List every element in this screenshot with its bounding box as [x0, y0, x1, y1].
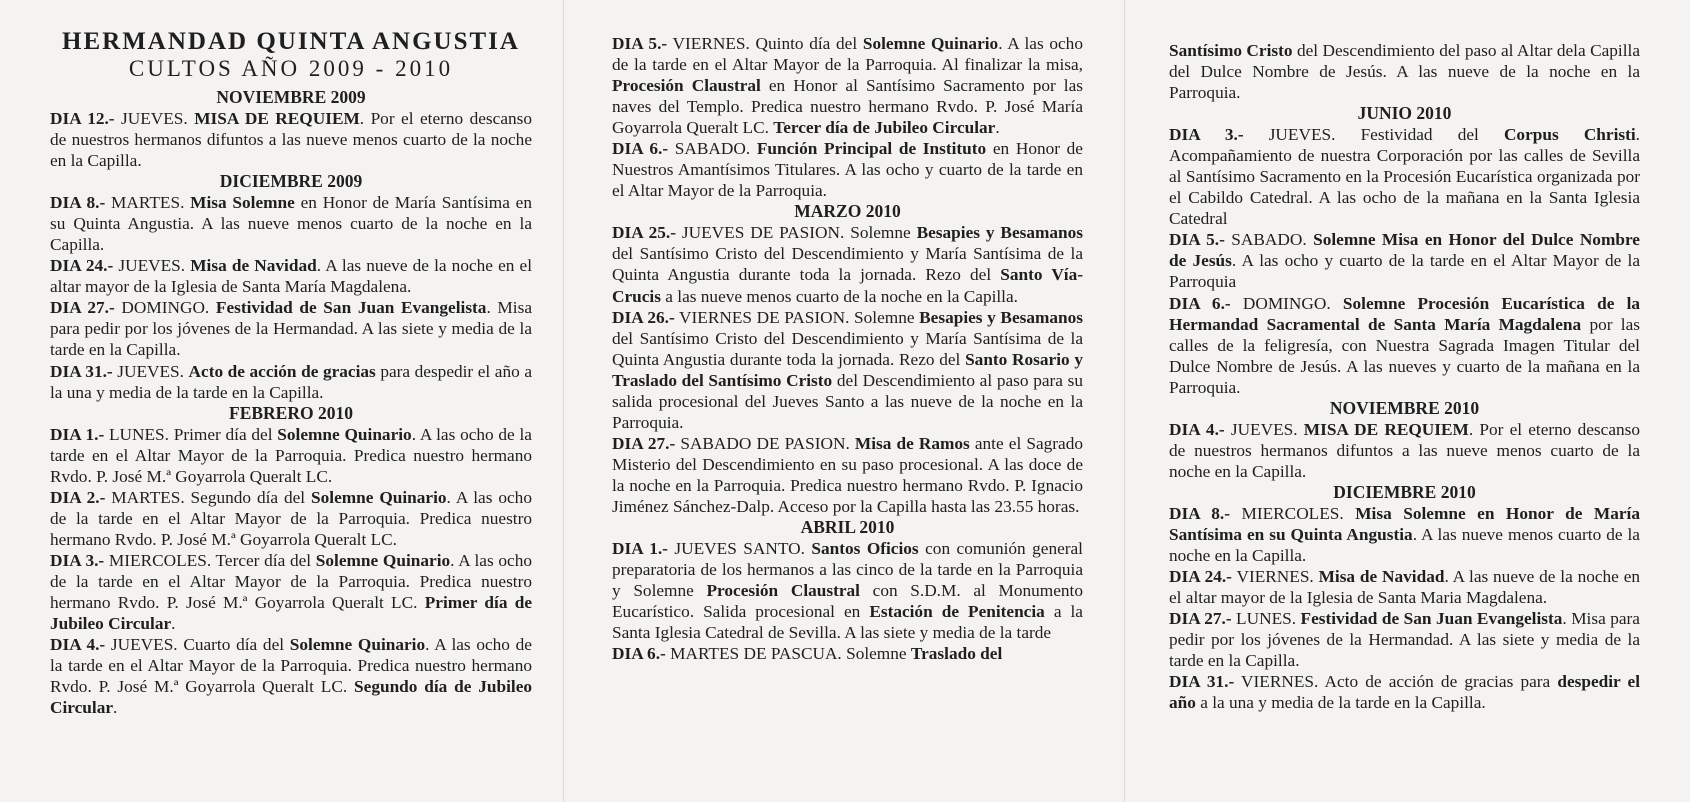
entry-text: MIERCOLES. Tercer día del [104, 550, 316, 570]
highlighted-text: Solemne Misa en Honor del Dulce Nombre de Jesús [1169, 230, 1640, 271]
month-heading: FEBRERO 2010 [229, 402, 353, 423]
day-label: DIA 8.- [1169, 503, 1230, 523]
highlighted-text: Solemne Quinario [289, 635, 426, 655]
entry-text: en Honor de Nuestros Amantísimos Titulares. A las ocho y cuarto de la tarde en el Altar Mayor de la Parroquia. [612, 139, 1083, 201]
entry-text: MARTES. [105, 193, 191, 213]
entry-text: DOMINGO. [114, 298, 216, 318]
entry-text: . [995, 118, 1000, 138]
entry-text: . A las nueve de la noche en el altar mayor de la Iglesia de Santa Maria Magdalena. [1169, 567, 1641, 608]
entry-text: . Misa para pedir por los jóvenes de la Hermandad. A las siete y media de la tarde en la Capilla. [50, 298, 532, 360]
day-label: DIA 27.- [1169, 609, 1232, 629]
entry-text: del Santísimo Cristo del Descendimiento y María Santísima de la Quinta Angustia durante toda la jornada. Rezo del [612, 244, 1083, 285]
highlighted-text: Función Principal de Instituto [756, 139, 987, 159]
entry-text: a las nueve menos cuarto de la noche en la Capilla. [660, 286, 1018, 306]
highlighted-text: Misa de Navidad [190, 256, 317, 276]
entry-text: JUEVES SANTO. [667, 539, 812, 559]
highlighted-text: Santos Oficios [811, 539, 919, 559]
entry-text: JUEVES. Cuarto día del [105, 635, 290, 655]
month-heading: MARZO 2010 [794, 201, 901, 222]
highlighted-text: Segundo día de Jubileo Circular [50, 677, 533, 718]
calendar-entry [612, 138, 1083, 201]
day-label: DIA 2.- [50, 487, 106, 507]
entry-text: JUEVES. [113, 256, 191, 276]
entry-text: del Descendimiento del paso al Altar dela Capilla del Dulce Nombre de Jesús. A las nueve de la noche en la Parroquia. [1169, 41, 1641, 103]
day-label: DIA 31.- [1169, 672, 1235, 692]
day-label: DIA 4.- [50, 635, 106, 655]
entry-text: . A las ocho de la tarde en el Altar Mayor de la Parroquia. Predica nuestro hermano Rvdo. P. José M.ª Goyarrola Queralt LC. [50, 424, 532, 486]
entry-text: del Santísimo Cristo del Descendimiento y María Santísima de la Quinta Angustia durante toda la jornada. Rezo del [612, 328, 1083, 369]
calendar-entry [50, 550, 532, 634]
highlighted-text: MISA DE REQUIEM [194, 109, 360, 128]
entry-text: con comunión general preparatoria de los hermanos a las cinco de la tarde en la Parroquia y Solemne [612, 539, 1083, 601]
entry-text: del Descendimiento al paso para su salida procesional del Jueves Santo a las nueve de la noche en la Parroquia. [612, 370, 1083, 432]
day-label: DIA 1.- [50, 424, 105, 444]
calendar-entry [1169, 419, 1640, 482]
entry-text: ante el Sagrado Misterio del Descendimiento en su paso procesional. A las doce de la noche en la Parroquia. Predica nuestro hermano Rvdo. P. Ignacio Jiménez Sánchez-Dalp. Acceso por la Capilla hasta las 23.55 horas. [612, 433, 1083, 516]
highlighted-text: Solemne Procesión Eucarística de la Hermandad Sacramental de Santa María Magdalena [1169, 293, 1641, 334]
entry-text: . Por el eterno descanso de nuestros hermanos difuntos a las nueve menos cuarto de la noche en la Capilla. [1169, 419, 1641, 481]
day-label: DIA 4.- [1169, 419, 1225, 439]
entry-text: DOMINGO. [1230, 293, 1343, 313]
highlighted-text: Solemne Quinario [862, 34, 999, 53]
entry-text: SABADO. [668, 139, 757, 159]
entry-text: . Acompañamiento de nuestra Corporación por las calles de Sevilla al Santísimo Sacramento en la Procesión Eucarística organizada por el Cabildo Catedral. A las ocho de la mañana en la Santa Iglesia Catedral [1169, 125, 1640, 229]
column-middle [612, 33, 1083, 664]
calendar-entry [1169, 671, 1640, 713]
entry-text: JUEVES DE PASION. Solemne [676, 223, 917, 243]
calendar-entry [50, 108, 532, 171]
highlighted-text: Festividad de San Juan Evangelista [1300, 609, 1563, 629]
highlighted-text: Primer día de Jubileo Circular [50, 592, 532, 634]
day-label: DIA 27.- [612, 433, 676, 453]
calendar-entry [50, 487, 532, 550]
entry-text: . A las ocho de la tarde en el Altar Mayor de la Parroquia. Predica nuestro hermano Rvdo. P. José M.ª Goyarrola Queralt LC. [50, 487, 532, 549]
month-heading: DICIEMBRE 2009 [219, 171, 363, 192]
entry-text: . A las ocho y cuarto de la tarde en el Altar Mayor de la Parroquia [1169, 251, 1640, 292]
day-label: DIA 24.- [50, 256, 114, 276]
column-middle-body [612, 33, 1083, 664]
highlighted-text: Traslado del [910, 644, 1003, 664]
entry-text: JUEVES. [112, 361, 189, 381]
fold-line-left [563, 0, 564, 802]
entry-text: . [113, 698, 118, 718]
calendar-entry [1169, 40, 1640, 103]
calendar-entry [1169, 503, 1640, 566]
entry-text: . A las ocho de la tarde en el Altar Mayor de la Parroquia. Al finalizar la misa, [612, 34, 1083, 75]
entry-text: . A las ocho de la tarde en el Altar Mayor de la Parroquia. Predica nuestro hermano Rvdo. P. José M.ª Goyarrola Queralt LC. [50, 635, 532, 697]
day-label: DIA 27.- [50, 298, 115, 318]
entry-text: VIERNES DE PASION. Solemne [674, 307, 920, 327]
column-right [1169, 40, 1640, 713]
month-heading: NOVIEMBRE 2010 [1329, 397, 1480, 418]
highlighted-text: Solemne Quinario [311, 487, 447, 507]
highlighted-text: Procesión Claustral [612, 76, 761, 96]
month-heading: DICIEMBRE 2010 [1333, 481, 1476, 502]
calendar-entry [612, 538, 1083, 643]
highlighted-text: despedir el año [1169, 672, 1640, 713]
highlighted-text: Besapies y Besamanos [916, 223, 1083, 243]
highlighted-text: Solemne Quinario [315, 550, 451, 570]
entry-text: SABADO DE PASION. [675, 433, 855, 453]
day-label: DIA 3.- [50, 550, 105, 570]
day-label: DIA 12.- [50, 109, 115, 128]
day-label: DIA 6.- [1169, 293, 1231, 313]
calendar-entry [50, 361, 532, 403]
entry-text: VIERNES. [1231, 567, 1319, 587]
calendar-entry [1169, 566, 1640, 608]
day-label: DIA 5.- [612, 34, 668, 53]
highlighted-text: Festividad de San Juan Evangelista [215, 298, 487, 318]
document-subtitle: CULTOS AÑO 2009 - 2010 [128, 56, 454, 81]
day-label: DIA 31.- [50, 361, 113, 381]
entry-text: . Misa para pedir por los jóvenes de la Hermandad. A las siete y media de la tarde en la Capilla. [1169, 609, 1640, 671]
entry-text: MARTES. Segundo día del [105, 487, 312, 507]
fold-line-right [1124, 0, 1125, 802]
day-label: DIA 26.- [612, 307, 675, 327]
highlighted-text: Acto de acción de gracias [188, 361, 376, 381]
month-heading: ABRIL 2010 [800, 517, 895, 538]
entry-text: . [171, 614, 176, 634]
calendar-entry [1169, 608, 1640, 671]
day-label: DIA 6.- [612, 139, 669, 159]
calendar-entry [50, 192, 532, 255]
entry-text: MIERCOLES. [1229, 503, 1356, 523]
highlighted-text: Misa Solemne [190, 193, 295, 213]
calendar-entry [612, 307, 1083, 433]
entry-text: . A las nueve de la noche en el altar mayor de la Iglesia de Santa María Magdalena. [50, 256, 532, 297]
day-label: DIA 24.- [1169, 567, 1232, 587]
highlighted-text: Corpus Christi [1503, 125, 1636, 145]
highlighted-text: Procesión Claustral [706, 581, 860, 601]
month-heading: JUNIO 2010 [1357, 103, 1452, 124]
entry-text: VIERNES. Quinto día del [667, 34, 863, 53]
calendar-entry [50, 297, 532, 360]
month-heading: NOVIEMBRE 2009 [216, 87, 366, 107]
calendar-entry [612, 643, 1083, 664]
entry-text: JUEVES. Festividad del [1243, 125, 1504, 145]
day-label: DIA 6.- [612, 644, 666, 664]
entry-text: con S.D.M. al Monumento Eucarístico. Salida procesional en [612, 581, 1084, 622]
calendar-entry [612, 33, 1083, 138]
calendar-entry [50, 634, 532, 718]
day-label: DIA 8.- [50, 193, 106, 213]
day-label: DIA 1.- [612, 539, 668, 559]
entry-text: . A las nueve menos cuarto de la noche en la Capilla. [1169, 524, 1640, 565]
highlighted-text: Misa Solemne en Honor de María Santísima en su Quinta Angustia [1169, 503, 1640, 544]
document-title: HERMANDAD QUINTA ANGUSTIA [62, 28, 520, 55]
entry-text: a la Santa Iglesia Catedral de Sevilla. A las siete y media de la tarde [612, 602, 1083, 643]
highlighted-text: Santo Rosario y Traslado del Santísimo Cristo [612, 349, 1084, 390]
entry-text: a la una y media de la tarde en la Capilla. [1195, 693, 1486, 713]
calendar-entry [612, 222, 1083, 306]
day-label: DIA 25.- [612, 223, 676, 243]
column-left-body [50, 87, 532, 718]
calendar-entry [612, 433, 1083, 517]
highlighted-text: Misa de Navidad [1318, 567, 1445, 587]
entry-text: para despedir el año a la una y media de la tarde en la Capilla. [50, 361, 532, 402]
entry-text: VIERNES. Acto de acción de gracias para [1234, 672, 1558, 692]
entry-text: . A las ocho de la tarde en el Altar Mayor de la Parroquia. Predica nuestro hermano Rvdo. P. José M.ª Goyarrola Queralt LC. [50, 550, 532, 612]
column-left [50, 28, 532, 718]
calendar-entry [1169, 229, 1640, 292]
column-right-body [1169, 40, 1640, 713]
day-label: DIA 3.- [1169, 125, 1244, 145]
entry-text: en Honor al Santísimo Sacramento por las naves del Templo. Predica nuestro hermano Rvdo. P. José María Goyarrola Queralt LC. [612, 76, 1083, 138]
calendar-entry [1169, 124, 1640, 229]
entry-text: por las calles de la feligresía, con Nuestra Sagrada Imagen Titular del Dulce Nombre de Jesús. A las nueves y cuarto de la mañana en la Parroquia. [1169, 314, 1641, 397]
entry-text: . Por el eterno descanso de nuestros hermanos difuntos a las nueve menos cuarto de la noche en la Capilla. [50, 109, 532, 171]
highlighted-text: Santo Vía-Crucis [612, 265, 1083, 306]
highlighted-text: Santísimo Cristo [1169, 41, 1293, 60]
calendar-entry [1169, 293, 1640, 398]
calendar-entry [50, 255, 532, 297]
highlighted-text: MISA DE REQUIEM [1303, 419, 1469, 439]
entry-text: LUNES. [1231, 609, 1301, 629]
day-label: DIA 5.- [1169, 230, 1225, 250]
entry-text: JUEVES. [114, 109, 195, 128]
calendar-entry [50, 424, 532, 487]
highlighted-text: Besapies y Besamanos [919, 307, 1083, 327]
highlighted-text: Solemne Quinario [277, 424, 412, 444]
entry-text: en Honor de María Santísima en su Quinta Angustia. A las nueve menos cuarto de la noche en la Capilla. [50, 193, 532, 255]
entry-text: JUEVES. [1224, 419, 1304, 439]
entry-text: LUNES. Primer día del [104, 424, 278, 444]
highlighted-text: Estación de Penitencia [869, 602, 1045, 622]
entry-text: SABADO. [1224, 230, 1314, 250]
entry-text: MARTES DE PASCUA. Solemne [665, 644, 911, 664]
highlighted-text: Tercer día de Jubileo Circular [773, 118, 996, 138]
highlighted-text: Misa de Ramos [854, 433, 970, 453]
